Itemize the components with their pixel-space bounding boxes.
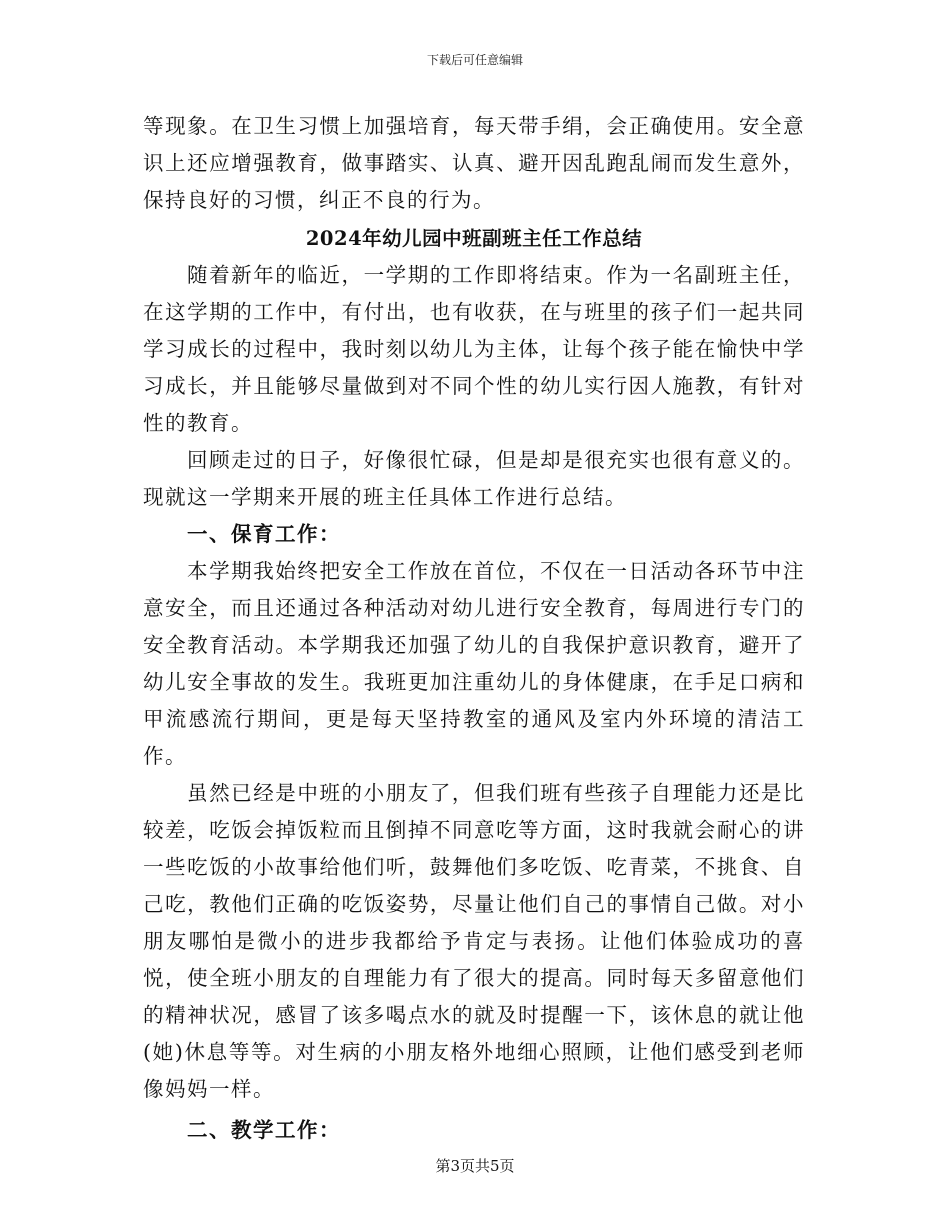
section1-paragraph-2: 虽然已经是中班的小朋友了，但我们班有些孩子自理能力还是比较差，吃饭会掉饭粒而且倒掉不同意吃等方面，这时我就会耐心的讲一些吃饭的小故事给他们听，鼓舞他们多吃饭、吃青菜，不挑食、自己吃，教他们正确的吃饭姿势，尽量让他们自己的事情自己做。对小朋友哪怕是微小的进步我都给予肯定与表扬。让他们体验成功的喜悦，使全班小朋友的自理能力有了很大的提高。同时每天多留意他们的精神状况，感冒了该多喝点水的就及时提醒一下，该休息的就让他(她)休息等等。对生病的小朋友格外地细心照顾，让他们感受到老师像妈妈一样。 bbox=[143, 781, 805, 1101]
section1-paragraph-1: 本学期我始终把安全工作放在首位，不仅在一日活动各环节中注意安全，而且还通过各种活动对幼儿进行安全教育，每周进行专门的安全教育活动。本学期我还加强了幼儿的自我保护意识教育，避开了幼儿安全事故的发生。我班更加注重幼儿的身体健康，在手足口病和甲流感流行期间，更是每天坚持教室的通风及室内外环境的清洁工作。 bbox=[143, 559, 805, 768]
intro-paragraph: 等现象。在卫生习惯上加强培育，每天带手绢，会正确使用。安全意识上还应增强教育，做事踏实、认真、避开因乱跑乱闹而发生意外，保持良好的习惯，纠正不良的行为。 bbox=[143, 114, 805, 212]
section-heading-childcare: 一、保育工作： bbox=[187, 522, 341, 546]
page-footer: 第3页共5页 bbox=[435, 1157, 515, 1175]
body-paragraph-1: 随着新年的临近，一学期的工作即将结束。作为一名副班主任，在这学期的工作中，有付出，也有收获，在与班里的孩子们一起共同学习成长的过程中，我时刻以幼儿为主体，让每个孩子能在愉快中学习成长，并且能够尽量做到对不同个性的幼儿实行因人施教，有针对性的教育。 bbox=[143, 263, 805, 435]
document-body bbox=[143, 108, 805, 1149]
body-paragraph-2: 回顾走过的日子，好像很忙碌，但是却是很充实也很有意义的。现就这一学期来开展的班主任具体工作进行总结。 bbox=[143, 448, 805, 509]
section-heading-teaching: 二、教学工作： bbox=[187, 1118, 341, 1142]
document-title: 2024年幼儿园中班副班主任工作总结 bbox=[305, 227, 643, 250]
page-header: 下载后可任意编辑 bbox=[426, 53, 523, 67]
